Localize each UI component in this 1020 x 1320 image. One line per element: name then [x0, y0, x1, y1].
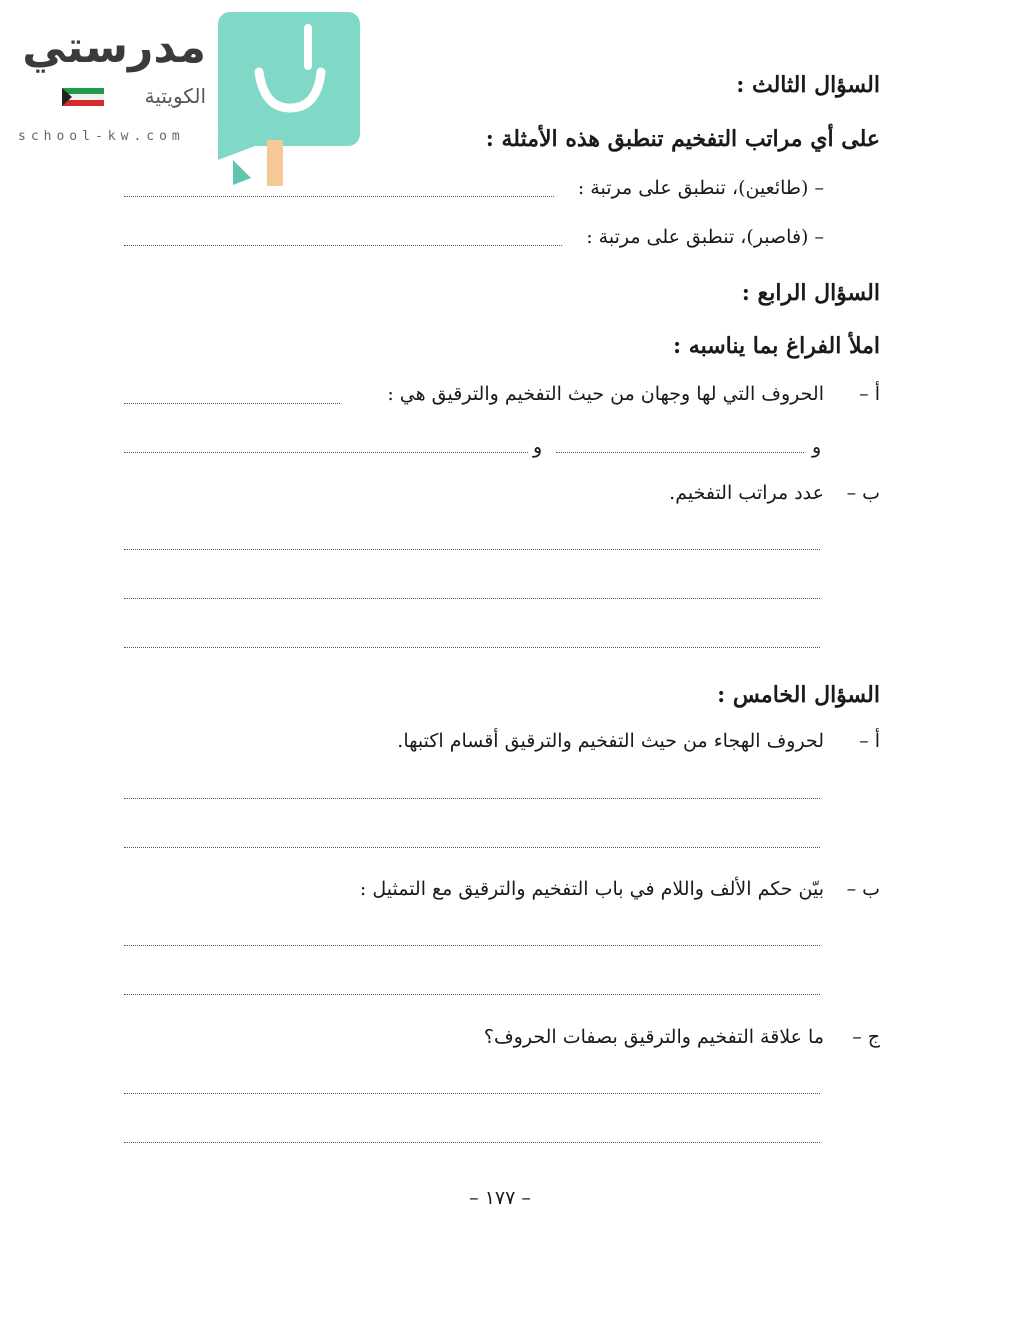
q4-b-answer-line-2[interactable]	[124, 598, 820, 599]
question-3-title: السؤال الثالث :	[736, 72, 880, 98]
question-4-prompt: املأ الفراغ بما يناسبه :	[673, 333, 880, 359]
kuwait-flag-icon	[62, 88, 104, 106]
question-3-prompt: على أي مراتب التفخيم تنطبق هذه الأمثلة :	[485, 126, 880, 152]
q5-b-answer-line-2[interactable]	[124, 994, 820, 995]
question-5-title: السؤال الخامس :	[717, 682, 880, 708]
q3-item-1: – (طائعين)، تنطبق على مرتبة :	[577, 177, 824, 199]
q5-c-marker: ج –	[852, 1026, 880, 1048]
q5-c-answer-line-1[interactable]	[124, 1093, 820, 1094]
q4-a-answer-line-2[interactable]	[556, 452, 804, 453]
q5-c-text: ما علاقة التفخيم والترقيق بصفات الحروف؟	[483, 1026, 824, 1048]
logo-url[interactable]: school-kw.com	[18, 129, 185, 144]
q3-item-2: – (فاصبر)، تنطبق على مرتبة :	[586, 226, 824, 248]
q4-a-text: الحروف التي لها وجهان من حيث التفخيم والترقيق هي :	[387, 383, 824, 405]
q5-a-answer-line-2[interactable]	[124, 847, 820, 848]
q5-a-answer-line-1[interactable]	[124, 798, 820, 799]
q3-item-2-answer-line[interactable]	[124, 245, 562, 246]
q4-b-answer-line-1[interactable]	[124, 549, 820, 550]
smile-badge-icon	[215, 10, 365, 195]
q4-b-answer-line-3[interactable]	[124, 647, 820, 648]
q5-a-marker: أ –	[859, 730, 880, 752]
q4-a-answer-line-1[interactable]	[124, 403, 340, 404]
q4-a-marker: أ –	[859, 383, 880, 405]
q4-a-conjunction-2: و	[533, 436, 543, 458]
q4-a-answer-line-3[interactable]	[124, 452, 528, 453]
q5-b-answer-line-1[interactable]	[124, 945, 820, 946]
q3-item-1-answer-line[interactable]	[124, 196, 554, 197]
page-number: – ١٧٧ –	[469, 1187, 531, 1209]
q4-a-conjunction-1: و	[812, 436, 822, 458]
site-logo[interactable]	[10, 8, 360, 193]
q5-b-marker: ب –	[846, 878, 880, 900]
q5-b-text: بيّن حكم الألف واللام في باب التفخيم والترقيق مع التمثيل :	[359, 878, 824, 900]
q5-c-answer-line-2[interactable]	[124, 1142, 820, 1143]
q5-a-text: لحروف الهجاء من حيث التفخيم والترقيق أقسام اكتبها.	[397, 730, 824, 752]
question-4-title: السؤال الرابع :	[741, 280, 880, 306]
q4-b-text: عدد مراتب التفخيم.	[669, 482, 824, 504]
logo-subtitle: الكويتية	[144, 84, 206, 108]
logo-name: مدرستي	[22, 22, 206, 73]
q4-b-marker: ب –	[846, 482, 880, 504]
